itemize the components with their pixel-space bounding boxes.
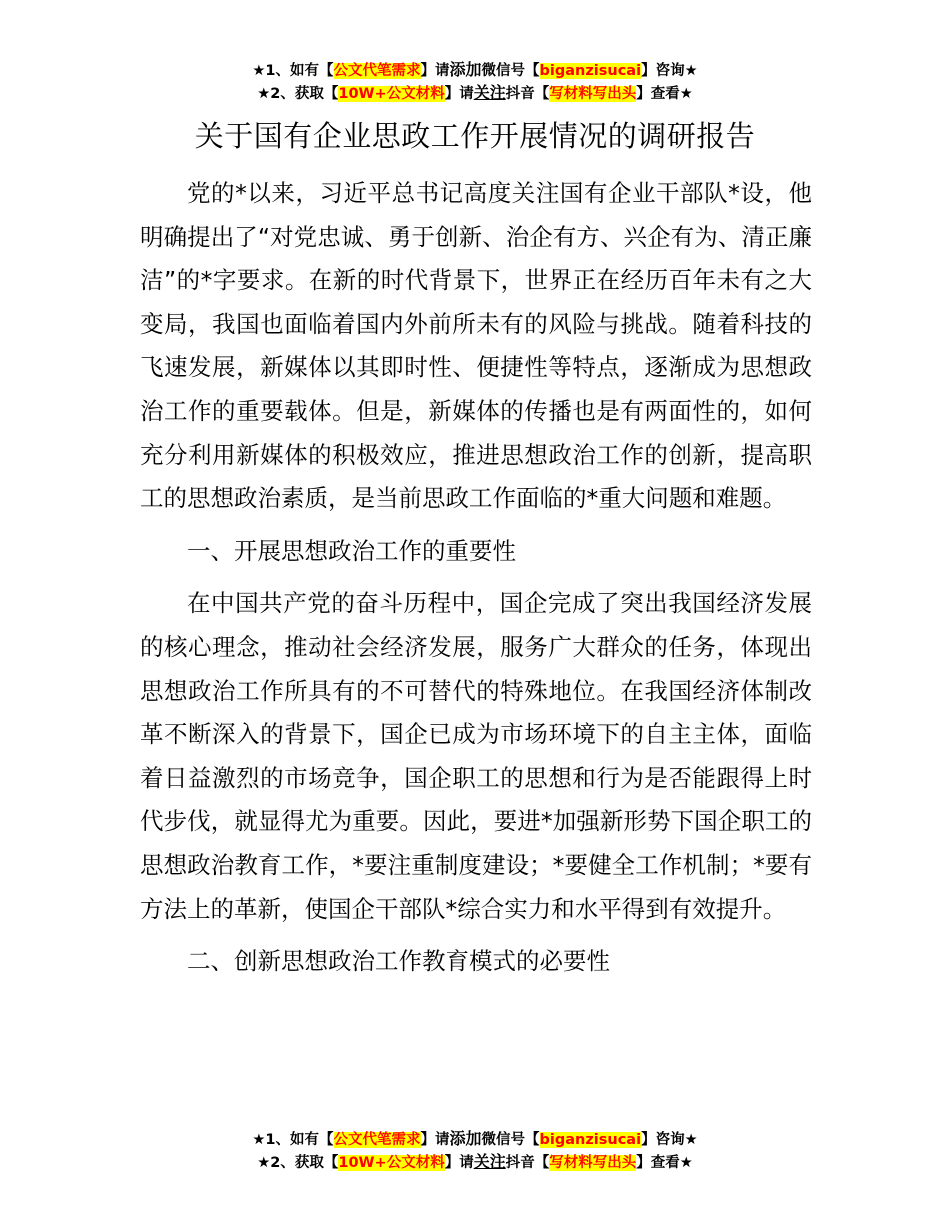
promo-highlight: 写材料写出头 bbox=[549, 86, 637, 102]
promo-highlight: 公文代笔需求 bbox=[333, 1132, 421, 1148]
promo-text: ★1、如有【 bbox=[252, 63, 334, 79]
promo-highlight: 写材料写出头 bbox=[549, 1155, 637, 1171]
promo-text: ★1、如有【 bbox=[252, 1132, 334, 1148]
promo-line-1 bbox=[0, 1128, 950, 1151]
promo-text: 】请 bbox=[420, 1132, 450, 1148]
promo-text: 】请 bbox=[420, 63, 450, 79]
promo-highlight: biganzisucai bbox=[539, 1132, 642, 1148]
section-heading: 二、创新思想政治工作教育模式的必要性 bbox=[187, 947, 610, 976]
section-heading: 一、开展思想政治工作的重要性 bbox=[187, 536, 516, 565]
promo-text: 微信号【 bbox=[481, 63, 540, 79]
promo-text: 抖音【 bbox=[505, 1155, 550, 1171]
document-body bbox=[140, 172, 812, 993]
promo-text: 】查看★ bbox=[636, 86, 693, 102]
promo-emphasis: 关注 bbox=[473, 1152, 506, 1171]
promo-text: 】请 bbox=[444, 86, 474, 102]
promo-emphasis: 添加 bbox=[449, 1129, 482, 1148]
promo-text: 】请 bbox=[444, 1155, 474, 1171]
promo-emphasis: 添加 bbox=[449, 60, 482, 79]
promo-highlight: 公文代笔需求 bbox=[333, 63, 421, 79]
promo-line-2 bbox=[0, 82, 950, 105]
promo-text: 】查看★ bbox=[636, 1155, 693, 1171]
promo-text: 微信号【 bbox=[481, 1132, 540, 1148]
promo-text: 抖音【 bbox=[505, 86, 550, 102]
body-paragraph: 在中国共产党的奋斗历程中，国企完成了突出我国经济发展的核心理念，推动社会经济发展，服务广大群众的任务，体现出思想政治工作所具有的不可替代的特殊地位。在我国经济体制改革不断深入的背景下，国企已成为市场环境下的自主主体，面临着日益激烈的市场竞争，国企职工的思想和行为是否能跟得上时代步伐，就显得尤为重要。因此，要进*加强新形势下国企职工的思想政治教育工作，*要注重制度建设；*要健全工作机制；*要有方法上的革新，使国企干部队*综合实力和水平得到有效提升。 bbox=[140, 589, 812, 923]
promo-text: 】咨询★ bbox=[641, 1132, 698, 1148]
promo-text: 】咨询★ bbox=[641, 63, 698, 79]
promo-highlight: biganzisucai bbox=[539, 63, 642, 79]
promo-banner-top bbox=[0, 59, 950, 105]
promo-line-1 bbox=[0, 59, 950, 82]
promo-banner-bottom bbox=[0, 1128, 950, 1174]
body-paragraph: 党的*以来，习近平总书记高度关注国有企业干部队*设，他明确提出了“对党忠诚、勇于创新、治企有方、兴企有为、清正廉洁”的*字要求。在新的时代背景下，世界正在经历百年未有之大变局，我国也面临着国内外前所未有的风险与挑战。随着科技的飞速发展，新媒体以其即时性、便捷性等特点，逐渐成为思想政治工作的重要载体。但是，新媒体的传播也是有两面性的，如何充分利用新媒体的积极效应，推进思想政治工作的创新，提高职工的思想政治素质，是当前思政工作面临的*重大问题和难题。 bbox=[140, 179, 812, 513]
promo-text: ★2、获取【 bbox=[257, 86, 339, 102]
promo-line-2 bbox=[0, 1151, 950, 1174]
promo-highlight: 10W+公文材料 bbox=[338, 86, 445, 102]
promo-highlight: 10W+公文材料 bbox=[338, 1155, 445, 1171]
document-title: 关于国有企业思政工作开展情况的调研报告 bbox=[194, 119, 756, 153]
promo-emphasis: 关注 bbox=[473, 83, 506, 102]
promo-text: ★2、获取【 bbox=[257, 1155, 339, 1171]
